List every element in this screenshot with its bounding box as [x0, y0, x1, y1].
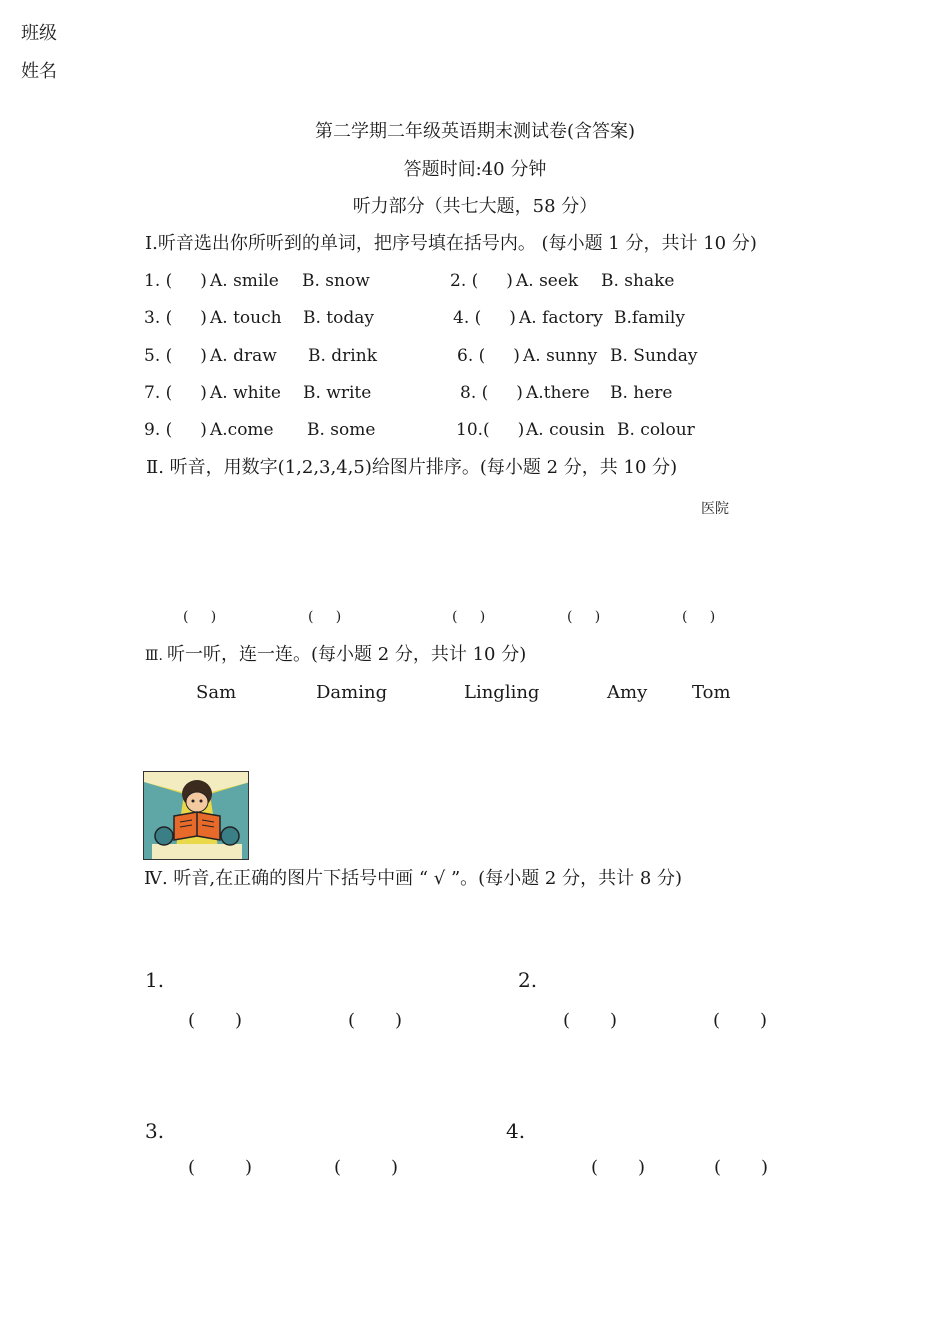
question-7: [144, 385, 207, 402]
question-close: ): [506, 271, 513, 291]
question-close: ): [516, 383, 523, 403]
question-10: [456, 422, 524, 439]
option-a: A. touch: [210, 308, 282, 328]
name-daming: Daming: [316, 682, 388, 703]
question-number: 5. (: [144, 346, 173, 366]
exam-time: 答题时间:40 分钟: [403, 159, 547, 180]
name-label: 姓名: [21, 61, 57, 82]
option-a: A.there: [526, 383, 590, 403]
answer-blank[interactable]: ( ): [308, 609, 342, 625]
option-b: B. snow: [302, 271, 370, 291]
question-8: [460, 385, 523, 402]
choice-blank[interactable]: ( ): [591, 1157, 646, 1178]
question-close: ): [200, 271, 207, 291]
option-b: B. drink: [308, 346, 377, 366]
option-b: B. Sunday: [610, 346, 698, 366]
class-label: 班级: [21, 23, 57, 44]
question-close: ): [200, 308, 207, 328]
question-6: [457, 348, 520, 365]
child-reading-picture: [143, 771, 249, 860]
question-close: ): [200, 346, 207, 366]
question-close: ): [509, 308, 516, 328]
part4-item-number: 2.: [518, 968, 538, 992]
option-a: A. smile: [210, 271, 279, 291]
part3-heading-text: 听一听，连一连。(每小题 2 分，共计 10 分): [166, 644, 527, 665]
option-b: B. colour: [617, 420, 695, 440]
option-b: B. today: [303, 308, 374, 328]
hospital-picture-label: 医院: [701, 501, 729, 517]
part4-heading: Ⅳ. 听音,在正确的图片下括号中画 “ √ ”。(每小题 2 分，共计 8 分): [144, 868, 683, 889]
question-number: 3. (: [144, 308, 173, 328]
name-lingling: Lingling: [464, 682, 540, 703]
choice-blank[interactable]: ( ): [713, 1010, 768, 1031]
question-9: [144, 422, 207, 439]
choice-blank[interactable]: ( ): [348, 1010, 403, 1031]
answer-blank[interactable]: ( ): [452, 609, 486, 625]
part3-heading: [145, 646, 526, 664]
answer-blank[interactable]: ( ): [682, 609, 716, 625]
answer-blank[interactable]: ( ): [183, 609, 217, 625]
question-number: 4. (: [453, 308, 482, 328]
question-close: ): [200, 383, 207, 403]
option-b: B. shake: [601, 271, 675, 291]
question-2: [450, 273, 513, 290]
question-4: [453, 310, 516, 327]
question-number: 9. (: [144, 420, 173, 440]
question-close: ): [200, 420, 207, 440]
option-b: B.family: [614, 308, 685, 328]
part4-item-number: 1.: [145, 968, 165, 992]
question-3: [144, 310, 207, 327]
choice-blank[interactable]: ( ): [334, 1157, 399, 1178]
exam-title: 第二学期二年级英语期末测试卷(含答案): [314, 121, 636, 142]
part3-heading-number: Ⅲ.: [145, 648, 163, 664]
question-close: ): [517, 420, 525, 440]
option-b: B. write: [303, 383, 372, 403]
option-a: A. sunny: [523, 346, 598, 366]
option-a: A. factory: [519, 308, 603, 328]
question-number: 10.(: [456, 420, 490, 440]
listening-section-title: 听力部分（共七大题，58 分）: [352, 196, 598, 217]
question-number: 8. (: [460, 383, 489, 403]
part4-item-number: 4.: [506, 1119, 526, 1143]
name-sam: Sam: [196, 682, 237, 703]
option-a: A. draw: [210, 346, 277, 366]
option-a: A. cousin: [526, 420, 605, 440]
choice-blank[interactable]: ( ): [714, 1157, 769, 1178]
name-amy: Amy: [607, 682, 648, 703]
option-a: A. white: [210, 383, 281, 403]
name-tom: Tom: [692, 682, 731, 703]
question-number: 6. (: [457, 346, 486, 366]
part4-item-number: 3.: [145, 1119, 165, 1143]
option-a: A.come: [210, 420, 274, 440]
child-reading-illustration: [144, 772, 249, 860]
question-number: 2. (: [450, 271, 479, 291]
question-number: 1. (: [144, 271, 173, 291]
option-b: B. here: [610, 383, 673, 403]
part1-heading: Ⅰ.听音选出你所听到的单词，把序号填在括号内。 (每小题 1 分，共计 10 分): [145, 233, 757, 254]
choice-blank[interactable]: ( ): [563, 1010, 618, 1031]
question-5: [144, 348, 207, 365]
answer-blank[interactable]: ( ): [567, 609, 601, 625]
choice-blank[interactable]: ( ): [188, 1010, 243, 1031]
question-close: ): [513, 346, 520, 366]
option-b: B. some: [307, 420, 376, 440]
choice-blank[interactable]: ( ): [188, 1157, 253, 1178]
part2-heading: Ⅱ. 听音，用数字(1,2,3,4,5)给图片排序。(每小题 2 分，共 10 分): [146, 457, 678, 478]
question-number: 7. (: [144, 383, 173, 403]
question-1: [144, 273, 207, 290]
option-a: A. seek: [516, 271, 579, 291]
